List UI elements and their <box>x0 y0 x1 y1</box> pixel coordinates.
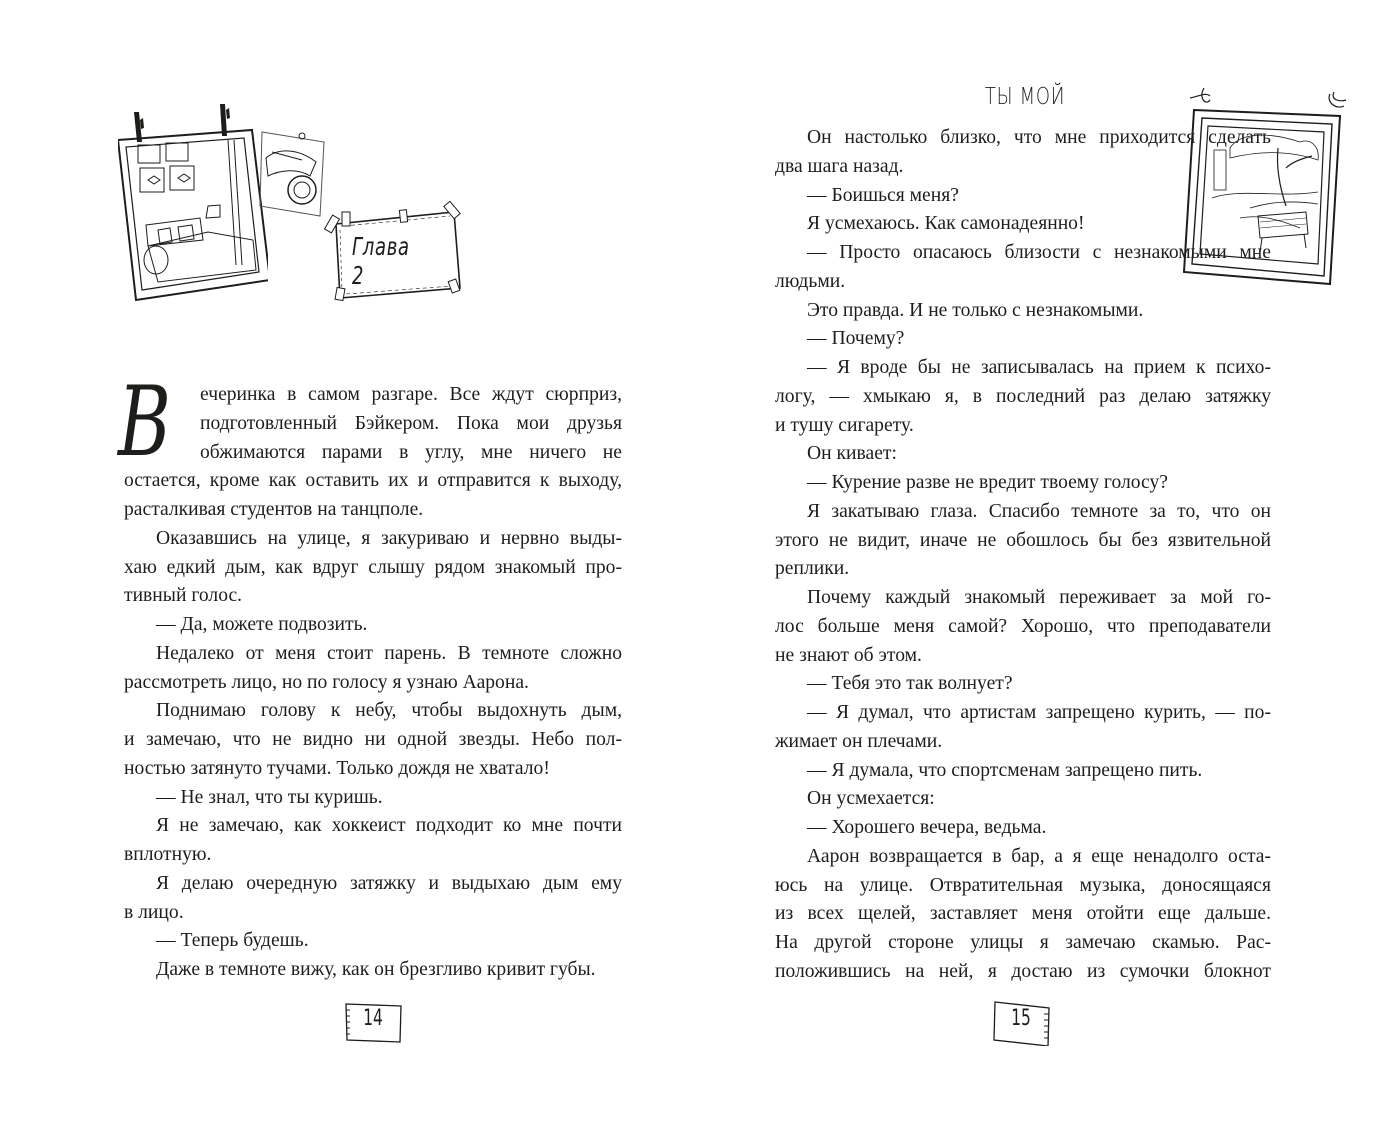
text-line: остается, кроме как оставить их и отправится к выходу, <box>124 470 622 492</box>
right-page <box>697 0 1393 1125</box>
text-line: в лицо. <box>124 901 184 923</box>
text-line: подготовленный Бэйкером. Пока мои друзья <box>200 412 622 434</box>
text-line: — Почему? <box>807 328 905 350</box>
text-line: и замечаю, что не видно ни одной звезды. Небо пол- <box>124 729 622 750</box>
drop-cap: В <box>118 366 171 478</box>
text-line: — Тебя это так волнует? <box>807 673 1013 695</box>
text-line: Почему каждый знакомый переживает за мой го- <box>807 587 1271 608</box>
text-line: — Боишься меня? <box>807 184 959 206</box>
left-page-body-text <box>124 381 622 985</box>
text-line: — Да, можете подвозить. <box>156 614 368 635</box>
text-line: Он настолько близко, что мне приходится сделать <box>807 127 1271 148</box>
text-line: лос больше меня самой? Хорошо, что преподаватели <box>775 615 1271 637</box>
text-line: Он усмехается: <box>807 788 935 810</box>
left-page <box>0 0 696 1125</box>
text-line: людьми. <box>775 270 846 292</box>
text-line: Я закатываю глаза. Спасибо темноте за то, что он <box>807 500 1271 522</box>
text-line: Аарон возвращается в бар, а я еще ненадолго оста- <box>807 845 1271 867</box>
chapter-title: Глава 2 <box>352 232 410 290</box>
text-line: ечеринка в самом разгаре. Все ждут сюрприз, <box>200 384 622 405</box>
text-line: — Я думал, что артистам запрещено курить, — по- <box>807 702 1271 723</box>
bedroom-photo-illustration <box>118 100 268 305</box>
text-line: расталкивая студентов на танцполе. <box>124 499 424 520</box>
right-page-body-text <box>775 124 1271 987</box>
text-line: — Я думала, что спортсменам запрещено пить. <box>807 759 1203 781</box>
text-line: Поднимаю голову к небу, чтобы выдохнуть дым, <box>156 700 622 722</box>
text-line: — Не знал, что ты куришь. <box>156 786 383 808</box>
text-line: Он кивает: <box>807 443 897 465</box>
page-number-14: 14 <box>343 1000 403 1040</box>
page-number-15: 15 <box>991 1000 1051 1040</box>
text-line: два шага назад. <box>775 155 904 177</box>
text-line: Даже в темноте вижу, как он брезгливо кривит губы. <box>156 959 596 980</box>
text-line: рассмотреть лицо, но по голосу я узнаю Аарона. <box>124 671 529 693</box>
text-line: реплики. <box>775 558 850 580</box>
text-line: Недалеко от меня стоит парень. В темноте сложно <box>156 642 622 664</box>
text-line: Это правда. И не только с незнакомыми. <box>807 299 1144 321</box>
text-line: жимает он плечами. <box>775 730 943 752</box>
text-line: хаю едкий дым, как вдруг слышу рядом знакомый про- <box>124 556 622 578</box>
text-line: Оказавшись на улице, я закуриваю и нервно выды- <box>156 527 622 549</box>
text-line: — Просто опасаюсь близости с незнакомыми мне <box>807 242 1271 263</box>
text-line: — Теперь будешь. <box>156 930 309 952</box>
text-line: — Хорошего вечера, ведьма. <box>807 817 1047 838</box>
text-line: положившись на ней, я достаю из сумочки блокнот <box>775 960 1271 982</box>
text-line: Я усмехаюсь. Как самонадеянно! <box>807 213 1085 235</box>
text-line: — Я вроде бы не записывалась на прием к психо- <box>807 357 1271 378</box>
text-line: юсь на улице. Отвратительная музыка, доносящаяся <box>775 874 1271 896</box>
text-line: из всех щелей, заставляет меня отойти еще дальше. <box>775 903 1271 925</box>
text-line: Я не замечаю, как хоккеист подходит ко мне почти <box>156 815 622 837</box>
text-line: логу, — хмыкаю я, в последний раз делаю затяжку <box>775 385 1271 407</box>
text-line: обжимаются парами в углу, мне ничего не <box>200 441 622 463</box>
running-header: ТЫ МОЙ <box>984 84 1066 110</box>
text-line: тивный голос. <box>124 585 243 607</box>
text-line: и тушу сигарету. <box>775 414 914 436</box>
text-line: Я делаю очередную затяжку и выдыхаю дым ему <box>156 872 622 894</box>
text-line: не знают об этом. <box>775 644 922 666</box>
text-line: вплотную. <box>124 844 212 865</box>
text-line: ностью затянуто тучами. Только дождя не хватало! <box>124 757 550 779</box>
text-line: этого не видит, иначе не обошлось бы без язвительной <box>775 529 1271 551</box>
text-line: — Курение разве не вредит твоему голосу? <box>807 472 1168 493</box>
text-line: На другой стороне улицы я замечаю скамью. Рас- <box>775 932 1271 953</box>
